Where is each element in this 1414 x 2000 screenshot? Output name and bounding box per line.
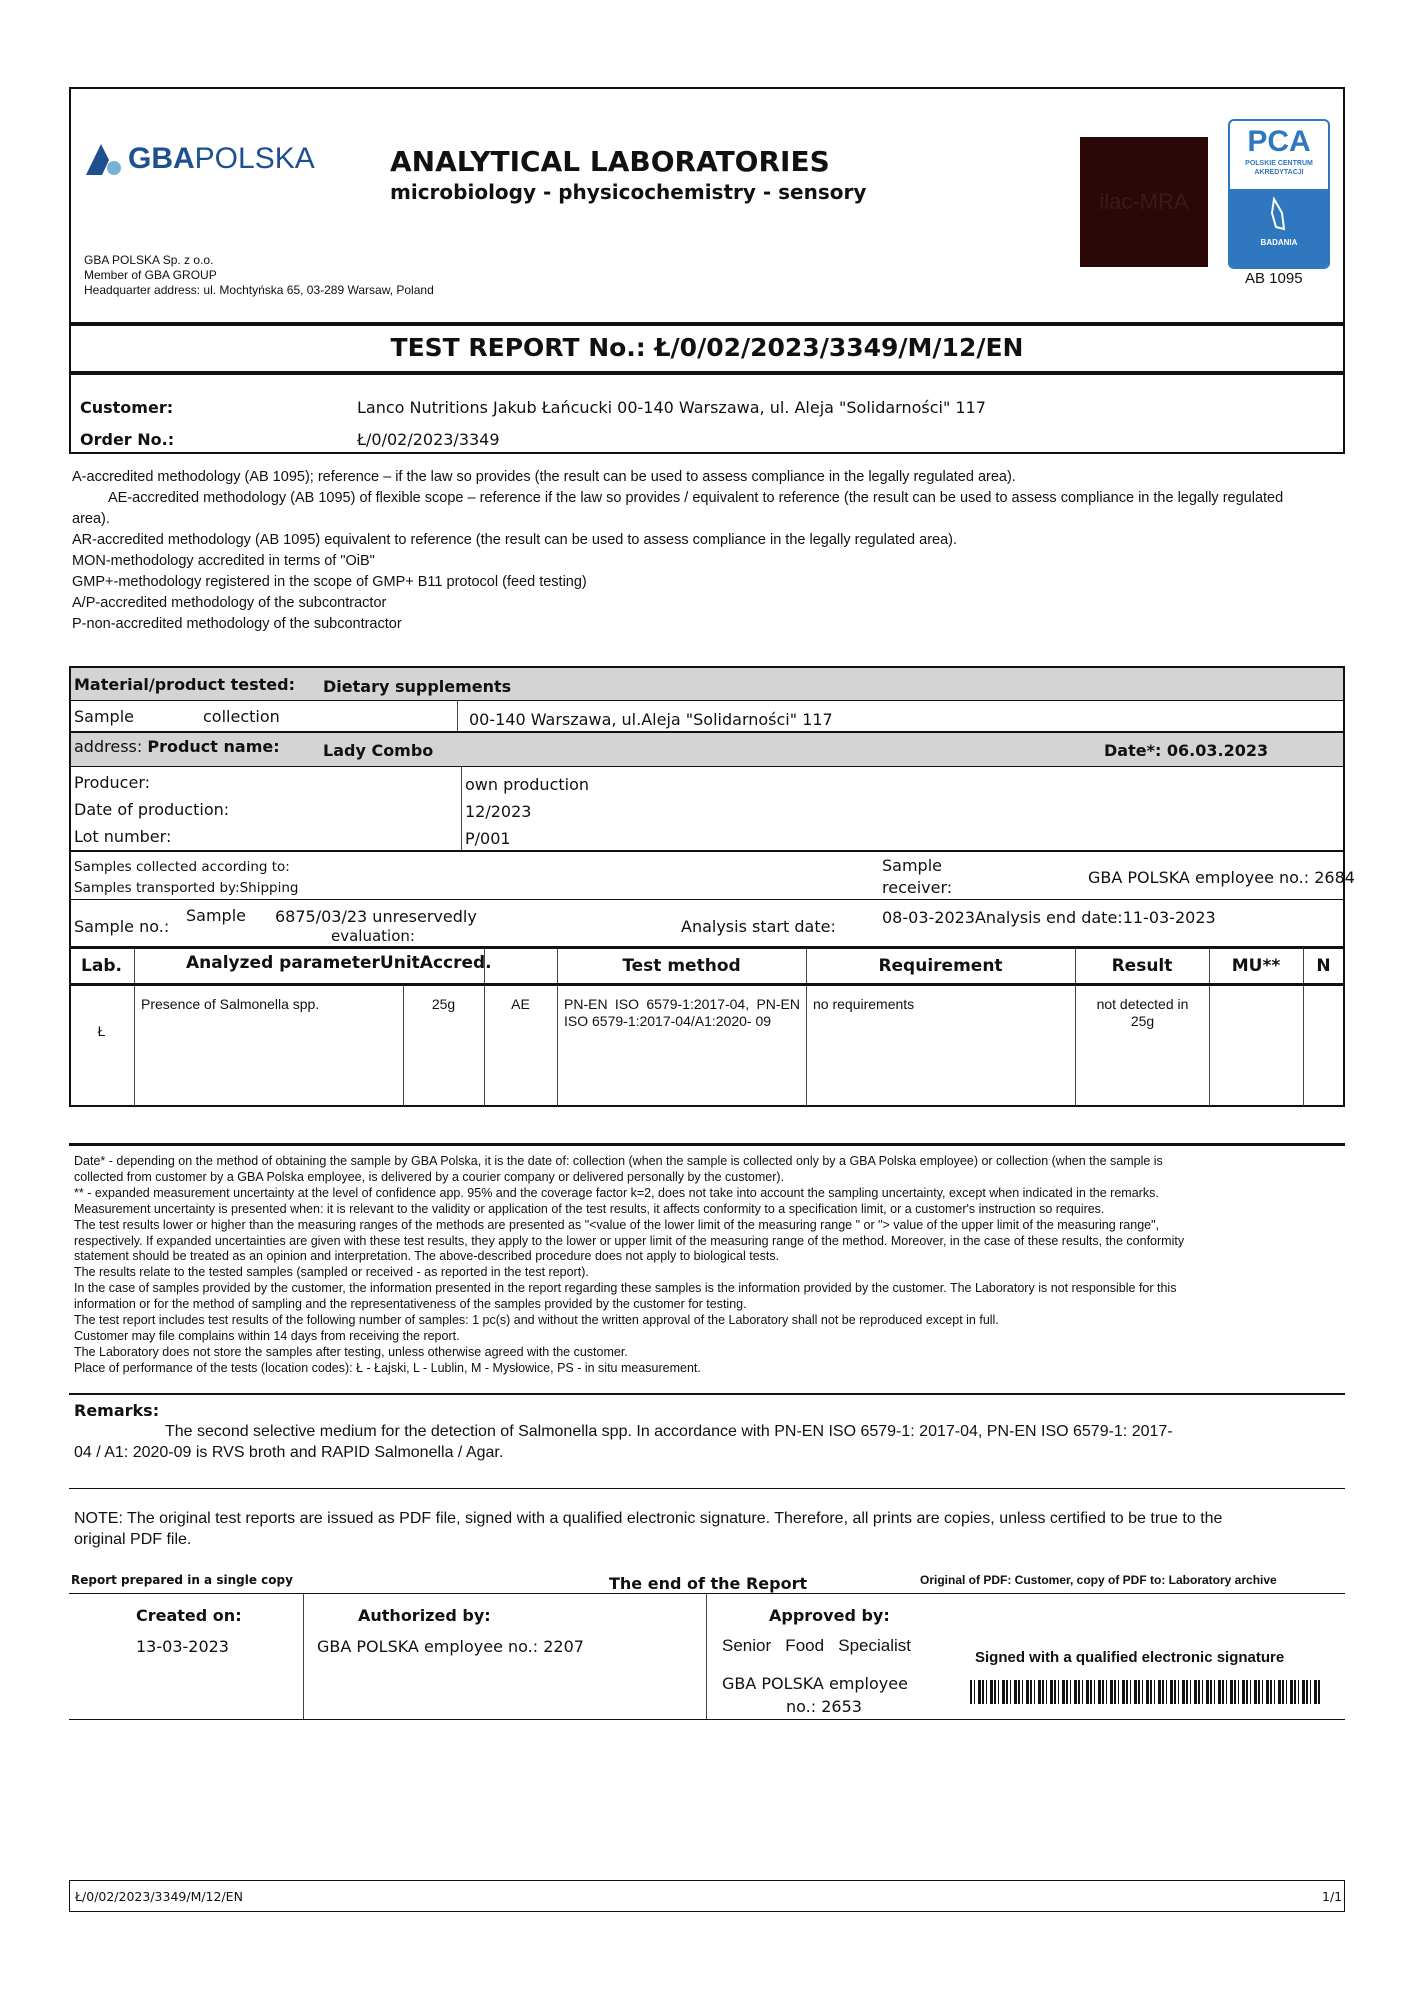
lot-value: P/001 bbox=[465, 829, 511, 848]
divider bbox=[69, 1143, 1345, 1146]
footnote: information or for the method of sampling and the representativeness of the samples provided by the customer for testing. bbox=[74, 1297, 747, 1312]
order-value: Ł/0/02/2023/3349 bbox=[357, 430, 500, 449]
transported-label: Samples transported by:Shipping bbox=[74, 880, 299, 896]
sample-no-value: 6875/03/23 unreservedly bbox=[275, 907, 477, 926]
row-line bbox=[69, 946, 1345, 949]
collection-transport bbox=[74, 857, 299, 899]
footnote: In the case of samples provided by the customer, the information presented in the report regarding these samples is the information provided by the customer. The Laboratory is not responsible for this bbox=[74, 1281, 1177, 1296]
page-number: 1/1 bbox=[1322, 1889, 1343, 1904]
production-date-value: 12/2023 bbox=[465, 802, 532, 821]
row-line bbox=[69, 766, 1345, 767]
sample-no-label: Sample no.: bbox=[74, 917, 170, 936]
footnote: statement should be treated as an opinion and interpretation. The above-described procedure does not apply to biological tests. bbox=[74, 1249, 780, 1264]
approved-value-2: no.: 2653 bbox=[786, 1697, 862, 1716]
producer-value: own production bbox=[465, 775, 590, 794]
footnote: Customer may file complains within 14 days from receiving the report. bbox=[74, 1328, 460, 1343]
header-method: Test method bbox=[622, 956, 741, 976]
single-copy-note: Report prepared in a single copy bbox=[71, 1573, 293, 1587]
signature-note: Signed with a qualified electronic signature bbox=[975, 1649, 1285, 1666]
collection-label: Sample bbox=[74, 707, 134, 726]
divider bbox=[69, 1719, 1345, 1720]
legend-item: P-non-accredited methodology of the subcontractor bbox=[72, 616, 402, 632]
material-label: Material/product tested: bbox=[74, 675, 295, 694]
footnote: The Laboratory does not store the samples after testing, unless otherwise agreed with the customer. bbox=[74, 1344, 628, 1359]
gba-logo-icon bbox=[84, 142, 124, 176]
cell-unit: 25g bbox=[431, 996, 456, 1012]
brand-bold: GBA bbox=[128, 142, 195, 175]
approved-role: Senior Food Specialist bbox=[722, 1636, 911, 1655]
address-product-label bbox=[74, 737, 280, 756]
divider bbox=[69, 1488, 1345, 1489]
row-line bbox=[69, 850, 1345, 852]
footnote: Date* - depending on the method of obtaining the sample by GBA Polska, it is the date of: collection (when the sample is collected only by a GBA Polska employee) or collection (when the sample is bbox=[74, 1154, 1163, 1168]
header-requirement: Requirement bbox=[878, 956, 1003, 976]
legend-item: GMP+-methodology registered in the scope of GMP+ B11 protocol (feed testing) bbox=[72, 574, 587, 590]
header-n: N bbox=[1316, 956, 1331, 976]
customer-value: Lanco Nutritions Jakub Łańcucki 00-140 Warszawa, ul. Aleja "Solidarności" 117 bbox=[357, 398, 986, 417]
company-group: Member of GBA GROUP bbox=[84, 268, 217, 282]
remarks-label: Remarks: bbox=[74, 1401, 160, 1420]
pdf-note-2: original PDF file. bbox=[74, 1531, 192, 1548]
footnote: The test results lower or higher than the measuring ranges of the methods are presented as "<value of the lower limit of the measuring range " or "> value of the upper limit of the measuring range", bbox=[74, 1217, 1160, 1232]
collection-label-2: collection bbox=[203, 707, 280, 726]
divider bbox=[69, 322, 1345, 326]
signature-barcode bbox=[970, 1680, 1322, 1704]
methodology-legend bbox=[72, 467, 1342, 635]
legend-item: A-accredited methodology (AB 1095); reference – if the law so provides (the result can be used to assess compliance in the legally regulated area). bbox=[72, 469, 1016, 485]
footnote: The results relate to the tested samples (sampled or received - as reported in the test report). bbox=[74, 1265, 589, 1280]
cell-accred: AE bbox=[511, 996, 530, 1012]
col-line bbox=[461, 767, 462, 850]
sample-date: Date*: 06.03.2023 bbox=[1104, 741, 1269, 760]
cell-method: PN-EN ISO 6579-1:2017-04, PN-EN ISO 6579-1:2017-04/A1:2020- 09 bbox=[564, 996, 800, 1029]
flask-icon bbox=[1264, 197, 1294, 233]
footnote: Place of performance of the tests (location codes): Ł - Łajski, L - Lublin, M - Mysłowice, PS - in situ measurement. bbox=[74, 1360, 701, 1375]
company-address: Headquarter address: ul. Mochtyńska 65, 03-289 Warsaw, Poland bbox=[84, 283, 434, 297]
remarks-text-2: 04 / A1: 2020-09 is RVS broth and RAPID Salmonella / Agar. bbox=[74, 1444, 504, 1461]
cell-lab: Ł bbox=[97, 1023, 106, 1039]
analysis-dates: 08-03-2023Analysis end date:11-03-2023 bbox=[882, 908, 1216, 927]
collection-value: 00-140 Warszawa, ul.Aleja "Solidarności" 117 bbox=[469, 710, 833, 729]
lab-title: ANALYTICAL LABORATORIES bbox=[390, 145, 830, 178]
page-footer bbox=[69, 1880, 1345, 1912]
receiver-label-2: receiver: bbox=[882, 878, 953, 897]
product-label: Product name: bbox=[147, 737, 280, 756]
address-label: address: bbox=[74, 737, 143, 756]
header-parameter: Analyzed parameterUnitAccred. bbox=[186, 953, 492, 973]
approved-label: Approved by: bbox=[769, 1606, 890, 1625]
pca-logo bbox=[1228, 119, 1330, 269]
ilac-mra-logo: ilac-MRA bbox=[1080, 137, 1208, 267]
header-mu: MU** bbox=[1231, 956, 1281, 976]
row-line bbox=[69, 899, 1345, 900]
receiver-value: GBA POLSKA employee no.: 2684 bbox=[1088, 868, 1355, 887]
divider bbox=[69, 371, 1345, 375]
brand-light: POLSKA bbox=[194, 142, 315, 175]
approved-value: GBA POLSKA employee bbox=[722, 1674, 908, 1693]
product-value: Lady Combo bbox=[323, 741, 434, 760]
cell-result: not detected in 25g bbox=[1096, 996, 1189, 1029]
page-footer-ref: Ł/0/02/2023/3349/M/12/EN bbox=[75, 1889, 243, 1904]
footnote: Measurement uncertainty is presented when: it is relevant to the validity or application of the test results, it affects conformity to a specification limit, or a customer's instruction so requires. bbox=[74, 1201, 1105, 1216]
sample-eval-label-2: evaluation: bbox=[331, 927, 415, 945]
receiver-label-1: Sample bbox=[882, 856, 942, 875]
legend-item: AR-accredited methodology (AB 1095) equivalent to reference (the result can be used to assess compliance in the legally regulated area). bbox=[72, 532, 958, 548]
legend-item: AE-accredited methodology (AB 1095) of flexible scope – reference if the law so provides / equivalent to reference (the result can be used to assess compliance in the legally regulated bbox=[108, 490, 1284, 506]
row-line bbox=[69, 700, 1345, 701]
report-title: TEST REPORT No.: Ł/0/02/2023/3349/M/12/EN bbox=[390, 333, 1024, 362]
pca-badania-panel bbox=[1230, 189, 1328, 267]
pdf-note bbox=[74, 1508, 1339, 1550]
pca-sub-2: AKREDYTACJI bbox=[1254, 169, 1304, 176]
legend-item: area). bbox=[72, 511, 110, 527]
legend-item: A/P-accredited methodology of the subcontractor bbox=[72, 595, 387, 611]
footnote: respectively. If expanded uncertainties are given with these test results, they apply to the lower or upper limit of the measuring range of the method. Moreover, in the case of these results, the conformity bbox=[74, 1233, 1185, 1248]
end-of-report: The end of the Report bbox=[609, 1574, 808, 1593]
divider bbox=[69, 1593, 1345, 1594]
created-label: Created on: bbox=[136, 1606, 242, 1625]
header-lab: Lab. bbox=[81, 956, 122, 976]
col-line bbox=[457, 700, 458, 731]
footnote: ** - expanded measurement uncertainty at the level of confidence app. 95% and the coverage factor k=2, does not take into account the sampling uncertainty, except when indicated in the remarks. bbox=[74, 1185, 1159, 1200]
pca-sub-1: POLSKIE CENTRUM bbox=[1245, 160, 1313, 167]
company-info bbox=[84, 253, 434, 298]
authorized-label: Authorized by: bbox=[358, 1606, 491, 1625]
pca-subtitle bbox=[1230, 159, 1328, 177]
footnote: collected from customer by a GBA Polska employee, is delivered by a courier company or delivered personally by the customer). bbox=[74, 1169, 785, 1184]
pca-title: PCA bbox=[1247, 125, 1311, 158]
sample-eval-label: Sample bbox=[186, 906, 246, 925]
original-note: Original of PDF: Customer, copy of PDF to: Laboratory archive bbox=[920, 1573, 1277, 1587]
remarks-text: The second selective medium for the detection of Salmonella spp. In accordance with PN-EN ISO 6579-1: 2017-04, PN-EN ISO 6579-1: 2017- bbox=[165, 1423, 1173, 1440]
collected-label: Samples collected according to: bbox=[74, 859, 290, 875]
order-label: Order No.: bbox=[80, 430, 175, 449]
col-line bbox=[706, 1594, 707, 1719]
header-result: Result bbox=[1111, 956, 1173, 976]
divider bbox=[69, 1393, 1345, 1395]
company-name: GBA POLSKA Sp. z o.o. bbox=[84, 253, 214, 267]
customer-label: Customer: bbox=[80, 398, 174, 417]
footnote: The test report includes test results of the following number of samples: 1 pc(s) and without the written approval of the Laboratory shall not be reproduced except in full. bbox=[74, 1313, 999, 1328]
accreditation-number: AB 1095 bbox=[1245, 270, 1303, 287]
producer-label: Producer: bbox=[74, 773, 151, 792]
created-value: 13-03-2023 bbox=[136, 1637, 229, 1656]
start-date-label: Analysis start date: bbox=[681, 917, 836, 936]
material-value: Dietary supplements bbox=[323, 677, 512, 696]
gba-logo bbox=[84, 142, 315, 176]
pdf-note-1: NOTE: The original test reports are issued as PDF file, signed with a qualified electronic signature. Therefore, all prints are copies, unless certified to be true to the bbox=[74, 1510, 1223, 1527]
lot-label: Lot number: bbox=[74, 827, 172, 846]
row-line bbox=[69, 983, 1345, 986]
footnotes bbox=[74, 1154, 1184, 1377]
cell-parameter: Presence of Salmonella spp. bbox=[141, 996, 320, 1012]
legend-item: MON-methodology accredited in terms of "OiB" bbox=[72, 553, 375, 569]
authorized-value: GBA POLSKA employee no.: 2207 bbox=[317, 1637, 584, 1656]
cell-requirement: no requirements bbox=[813, 996, 915, 1012]
pca-badania: BADANIA bbox=[1260, 238, 1298, 247]
receiver-label bbox=[882, 855, 952, 899]
lab-subtitle: microbiology - physicochemistry - sensory bbox=[390, 180, 867, 204]
col-line bbox=[303, 1594, 304, 1719]
production-date-label: Date of production: bbox=[74, 800, 230, 819]
